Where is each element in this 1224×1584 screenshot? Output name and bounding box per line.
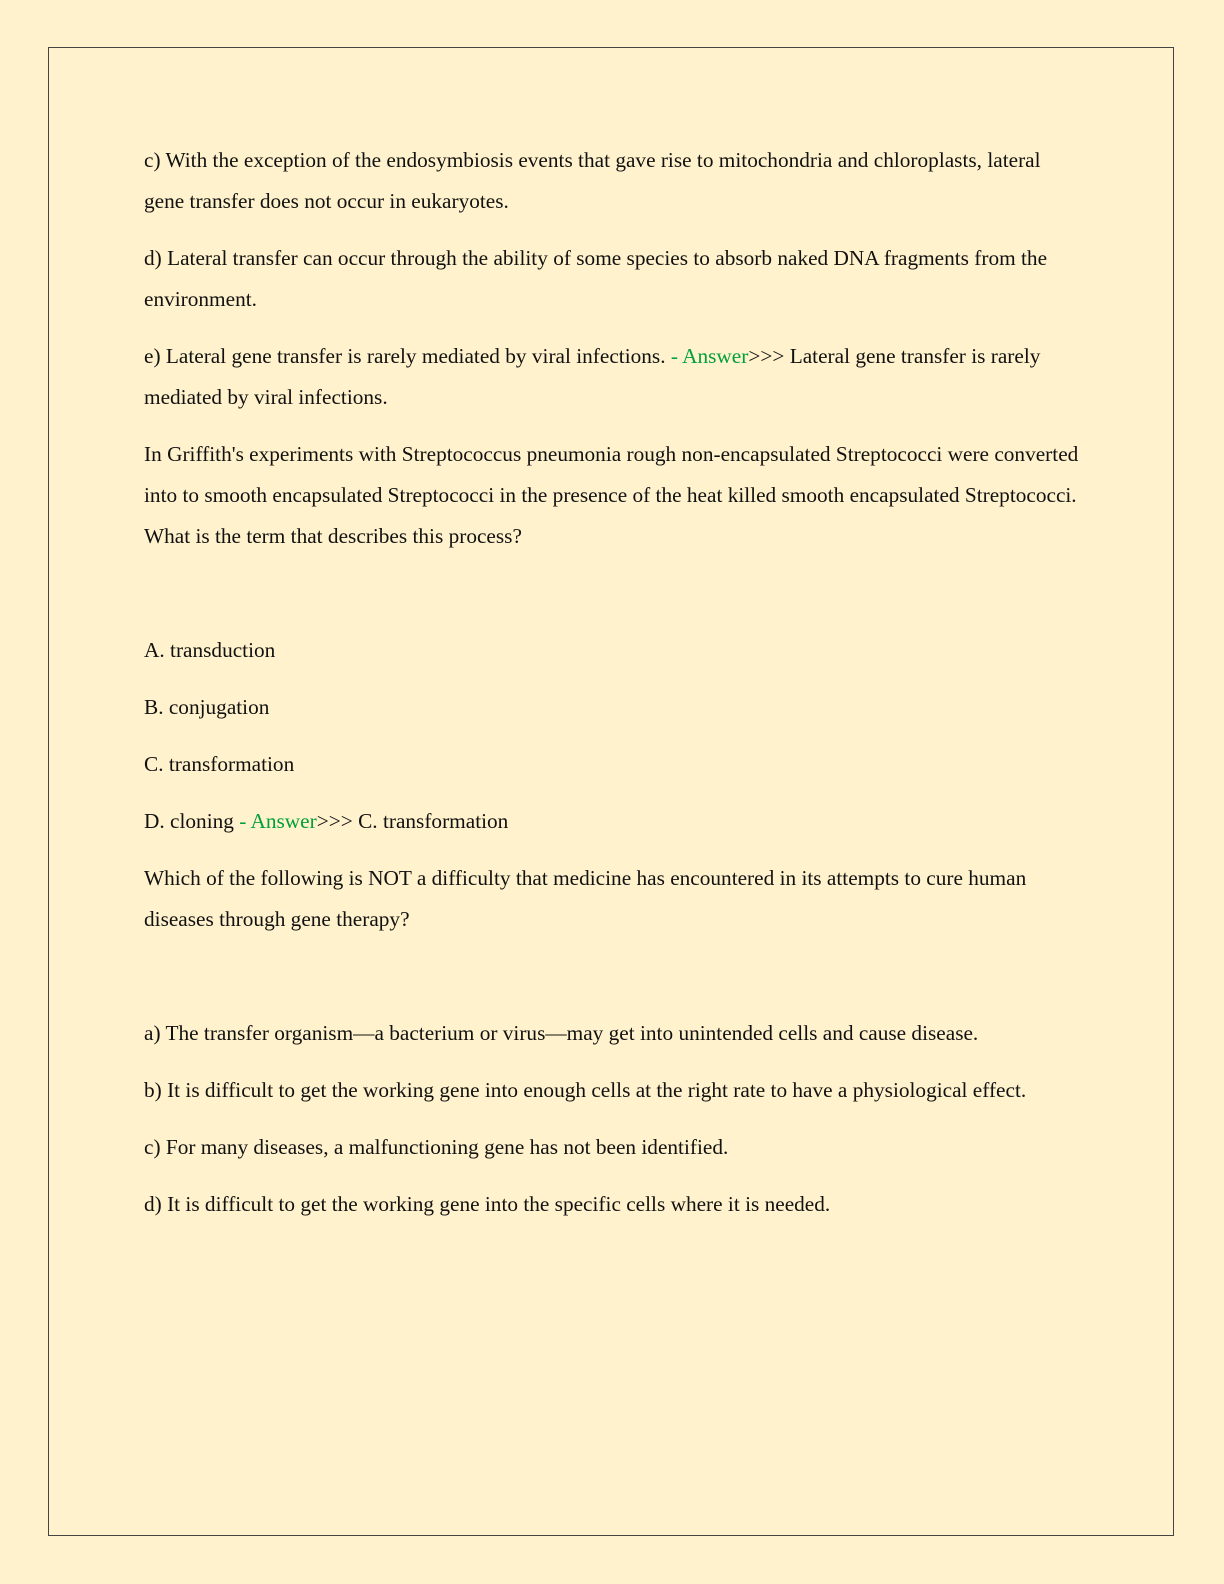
q3-option-a: a) The transfer organism—a bacterium or virus—may get into unintended cells and cause disease. bbox=[144, 1021, 979, 1045]
q3-option-d: d) It is difficult to get the working gene into the specific cells where it is needed. bbox=[144, 1192, 831, 1216]
option-text: D. cloning bbox=[144, 809, 234, 833]
q3-option-c: c) For many diseases, a malfunctioning gene has not been identified. bbox=[144, 1135, 729, 1159]
q2-question: In Griffith's experiments with Streptococcus pneumonia rough non-encapsulated Streptococci were converted into to smooth encapsulated Streptococci in the presence of the heat killed smooth encapsulated Streptococci. What is the term that describes this process? bbox=[144, 442, 1079, 548]
q2-option-c: C. transformation bbox=[144, 752, 295, 776]
spacer bbox=[144, 956, 1084, 1013]
answer-marker: - Answer bbox=[665, 344, 749, 368]
q1-option-d: d) Lateral transfer can occur through the ability of some species to absorb naked DNA fragments from the environment. bbox=[144, 246, 1048, 311]
q1-option-e-with-answer bbox=[144, 336, 1084, 418]
answer-text: >>> Lateral gene transfer is rarely mediated by viral infections. bbox=[144, 344, 1041, 409]
answer-marker: - Answer bbox=[233, 809, 317, 833]
document-body bbox=[144, 140, 1084, 1241]
option-text: e) Lateral gene transfer is rarely mediated by viral infections. bbox=[144, 344, 666, 368]
q2-option-b: B. conjugation bbox=[144, 695, 270, 719]
q2-option-a: A. transduction bbox=[144, 638, 276, 662]
spacer bbox=[144, 573, 1084, 630]
q3-option-b: b) It is difficult to get the working gene into enough cells at the right rate to have a physiological effect. bbox=[144, 1078, 1027, 1102]
q3-question: Which of the following is NOT a difficulty that medicine has encountered in its attempts to cure human diseases through gene therapy? bbox=[144, 866, 1027, 931]
q2-option-d-with-answer bbox=[144, 801, 1084, 842]
answer-text: >>> C. transformation bbox=[316, 809, 509, 833]
q1-option-c: c) With the exception of the endosymbiosis events that gave rise to mitochondria and chloroplasts, lateral gene transfer does not occur in eukaryotes. bbox=[144, 148, 1041, 213]
